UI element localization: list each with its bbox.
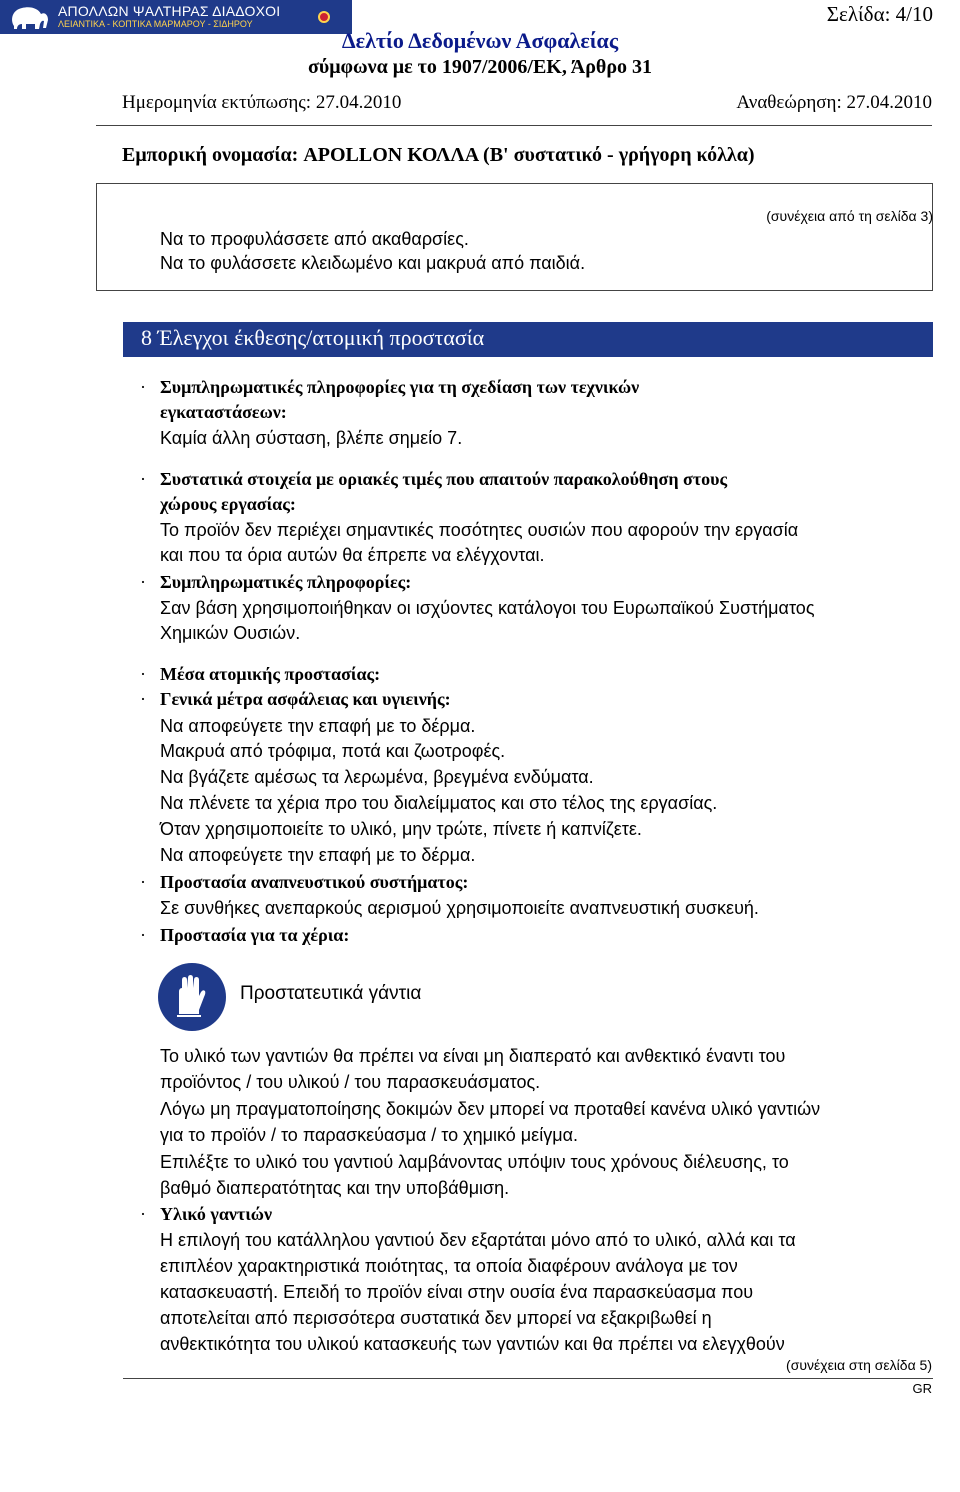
hand-line: προϊόντος / του υλικού / του παρασκευάσματος. [160,1072,541,1092]
limits-text: και που τα όρια αυτών θα έπρεπε να ελέγχονται. [160,545,545,565]
continued-to: (συνέχεια στη σελίδα 5) [786,1357,932,1373]
glove-material-heading: Υλικό γαντιών [160,1204,272,1224]
info-text: Χημικών Ουσιών. [160,623,301,643]
hygiene-heading: Γενικά μέτρα ασφάλειας και υγιεινής: [160,689,451,709]
bullet: · [140,572,146,592]
bullet: · [140,925,146,945]
ppe-heading: Μέσα ατομικής προστασίας: [160,664,381,684]
gloves-label: Προστατευτικά γάντια [240,983,422,1004]
document-title: Δελτίο Δεδομένων Ασφαλείας [341,28,619,53]
hand-heading: Προστασία για τα χέρια: [160,925,350,945]
bullet: · [140,469,146,489]
glove-material-line: επιπλέον χαρακτηριστικά ποιότητας, τα οποία διαφέρουν ανάλογα με τον [160,1256,738,1276]
glove-material-line: αποτελείται από περισσότερα συστατικά δεν μπορεί να εξακριβωθεί η [160,1308,712,1328]
hygiene-line: Μακρυά από τρόφιμα, ποτά και ζωοτροφές. [160,741,506,761]
section-8-banner [123,322,933,357]
page-number: Σελίδα: 4/10 [826,2,933,26]
prev-line: Να το φυλάσσετε κλειδωμένο και μακρυά από παιδιά. [160,253,586,273]
hygiene-line: Όταν χρησιμοποιείτε το υλικό, μην τρώτε, πίνετε ή καπνίζετε. [160,819,642,839]
hand-line: για το προϊόν / το παρασκεύασμα / το χημικό μείγμα. [160,1125,578,1145]
glove-material-line: Η επιλογή του κατάλληλου γαντιού δεν εξαρτάται μόνο από το υλικό, αλλά και τα [160,1230,796,1250]
logo-company-name: ΑΠΟΛΛΩΝ ΨΑΛΤΗΡΑΣ ΔΙΑΔΟΧΟΙ [58,3,281,19]
info-text: Σαν βάση χρησιμοποιήθηκαν οι ισχύοντες κατάλογοι του Ευρωπαϊκού Συστήματος [160,598,815,618]
continued-from: (συνέχεια από τη σελίδα 3) [766,208,933,224]
bullet: · [140,377,146,397]
prev-line: Να το προφυλάσσετε από ακαθαρσίες. [160,229,469,249]
glove-material-line: ανθεκτικότητα του υλικού κατασκευής των γαντιών και θα πρέπει να ελεγχθούν [160,1334,785,1354]
bullet: · [140,689,146,709]
engineering-heading: Συμπληρωματικές πληροφορίες για τη σχεδίαση των τεχνικών [160,377,640,397]
respiratory-heading: Προστασία αναπνευστικού συστήματος: [160,872,469,892]
hygiene-line: Να αποφεύγετε την επαφή με το δέρμα. [160,716,476,736]
footer-divider [123,1378,933,1379]
hand-line: Λόγω μη πραγματοποίησης δοκιμών δεν μπορεί να προταθεί κανένα υλικό γαντιών [160,1099,821,1119]
bullet: · [140,664,146,684]
logo-tagline: ΛΕΙΑΝΤΙΚΑ - ΚΟΠΤΙΚΑ ΜΑΡΜΑΡΟΥ - ΣΙΔΗΡΟΥ [58,19,253,29]
bullet: · [140,1204,146,1224]
hygiene-line: Να πλένετε τα χέρια προ του διαλείμματος και στο τέλος της εργασίας. [160,793,718,813]
engineering-text: Καμία άλλη σύσταση, βλέπε σημείο 7. [160,428,463,448]
glove-material-line: κατασκευαστή. Επειδή το προϊόν είναι στην ουσία ένα παρασκεύασμα που [160,1282,754,1302]
country-code: GR [912,1381,932,1396]
document-subtitle: σύμφωνα με το 1907/2006/ΕΚ, Άρθρο 31 [307,56,653,78]
hygiene-line: Να βγάζετε αμέσως τα λερωμένα, βρεγμένα ενδύματα. [160,767,594,787]
engineering-heading: εγκαταστάσεων: [160,402,287,422]
limits-text: Το προϊόν δεν περιέχει σημαντικές ποσότητες ουσιών που αφορούν την εργασία [160,520,799,540]
print-date: Ημερομηνία εκτύπωσης: 27.04.2010 [122,92,402,113]
header-divider [96,125,932,126]
hand-line: Το υλικό των γαντιών θα πρέπει να είναι μη διαπερατό και ανθεκτικό έναντι του [160,1046,786,1066]
limits-heading: χώρους εργασίας: [160,494,296,514]
bullet: · [140,872,146,892]
trade-name: Εμπορική ονομασία: APOLLON ΚΟΛΛΑ (Β' συστατικό - γρήγορη κόλλα) [122,144,755,166]
section-title: 8 Έλεγχοι έκθεσης/ατομική προστασία [141,325,485,350]
hygiene-line: Να αποφεύγετε την επαφή με το δέρμα. [160,845,476,865]
respiratory-text: Σε συνθήκες ανεπαρκούς αερισμού χρησιμοποιείτε αναπνευστική συσκευή. [160,898,759,918]
protective-gloves-icon [157,962,227,1032]
limits-heading: Συστατικά στοιχεία με οριακές τιμές που απαιτούν παρακολούθηση στους [160,469,728,489]
logo-badge-icon [318,11,330,23]
revision-date: Αναθεώρηση: 27.04.2010 [736,92,932,113]
info-heading: Συμπληρωματικές πληροφορίες: [160,572,412,592]
hand-line: βαθμό διαπερατότητας και την υποβάθμιση. [160,1178,510,1198]
hand-line: Επιλέξτε το υλικό του γαντιού λαμβάνοντας υπόψιν τους χρόνους διέλευσης, το [160,1152,789,1172]
